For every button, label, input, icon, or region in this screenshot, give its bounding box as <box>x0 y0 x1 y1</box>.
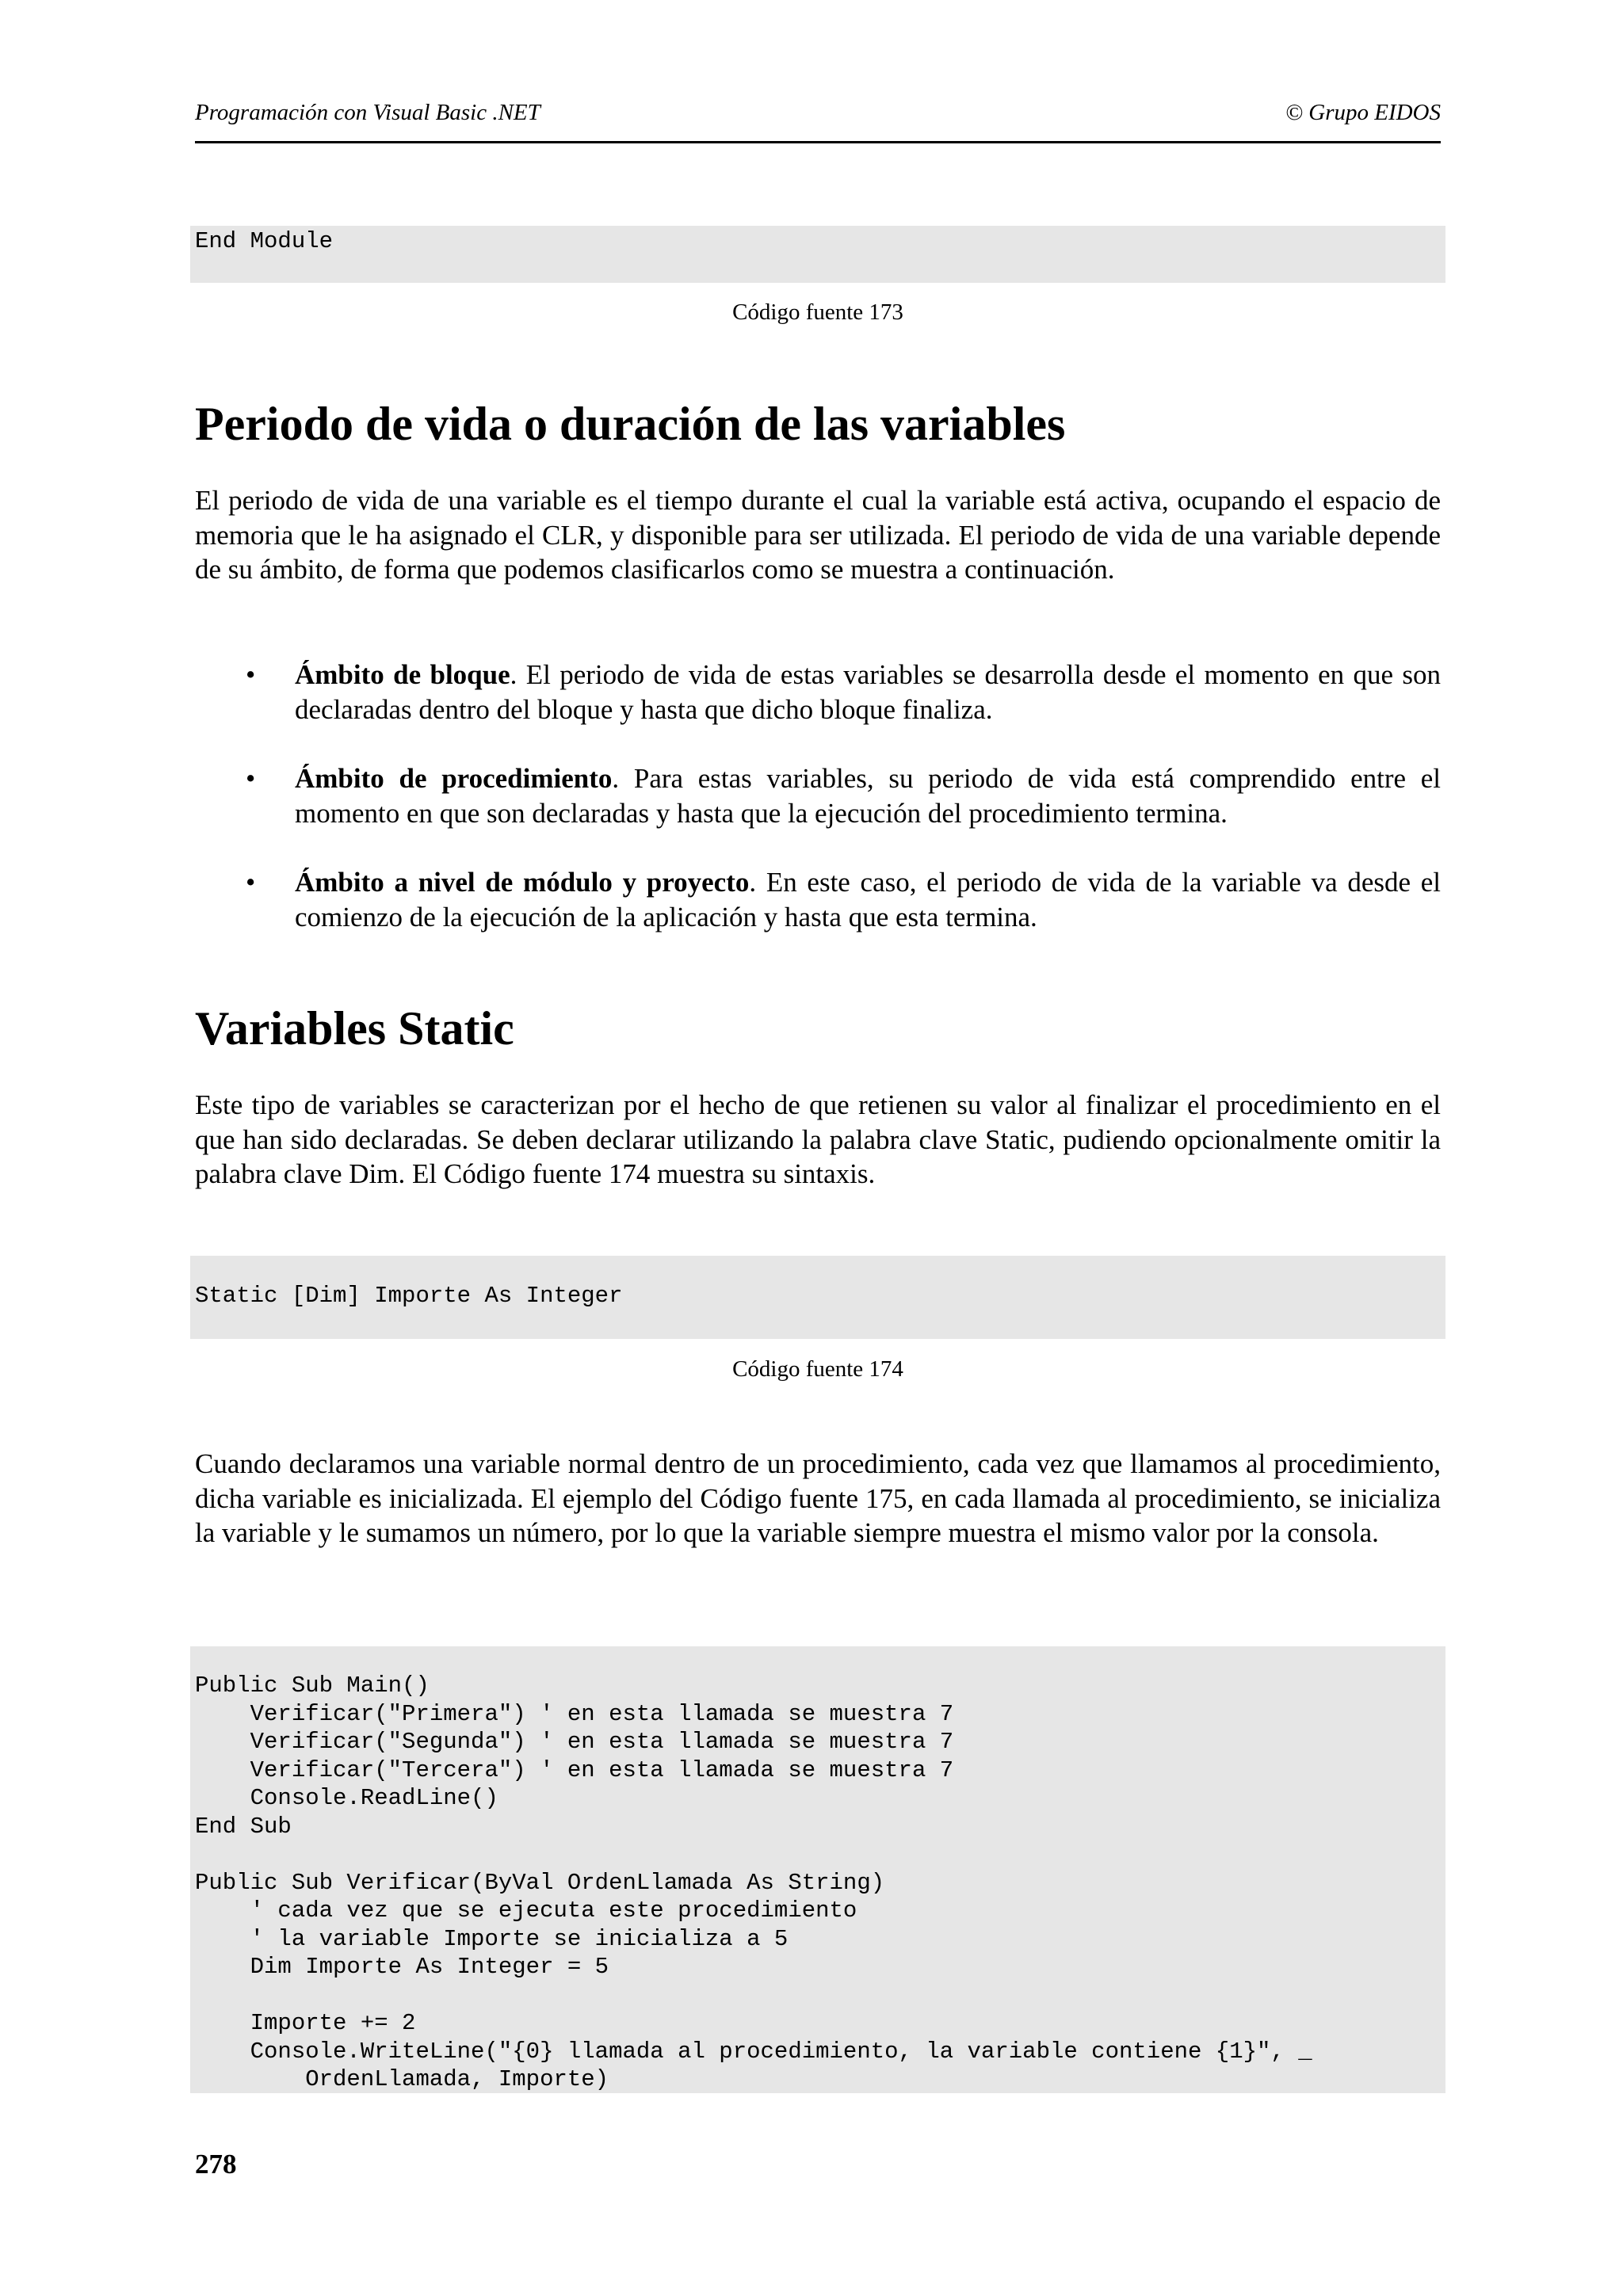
bullet-item-ambito-procedimiento <box>246 761 1441 830</box>
section1-intro-paragraph: El periodo de vida de una variable es el tiempo durante el cual la variable está activa, ocupando el espacio de memoria que le ha asignado el CLR, y disponible para ser utilizada. El periodo de vida de una variable depende de su ámbito, de forma que podemos clasificarlos como se muestra a continuación. <box>195 485 1441 585</box>
bullet-term: Ámbito a nivel de módulo y proyecto <box>295 867 750 898</box>
code-block-173-tail: End Module <box>190 226 1445 283</box>
section2-intro-paragraph: Este tipo de variables se caracterizan por el hecho de que retienen su valor al finalizar el procedimiento en el que han sido declaradas. Se deben declarar utilizando la palabra clave Static, pudiendo opcionalmente omitir la palabra clave Dim. El Código fuente 174 muestra su sintaxis. <box>195 1089 1441 1189</box>
bullet-item-ambito-modulo-proyecto <box>246 865 1441 934</box>
bullet-dot: • <box>246 867 256 898</box>
section-title-variables-static: Variables Static <box>195 1002 514 1055</box>
section2-second-paragraph: Cuando declaramos una variable normal dentro de un procedimiento, cada vez que llamamos al procedimiento, dicha variable es inicializada. El ejemplo del Código fuente 175, en cada llamada al procedimiento, se inicializa la variable y le sumamos un número, por lo que la variable siempre muestra el mismo valor por la consola. <box>195 1448 1441 1548</box>
bullet-text: . El periodo de vida de estas variables se desarrolla desde el momento en que son declaradas dentro del bloque y hasta que dicho bloque finaliza. <box>295 659 1441 725</box>
book-title: Programación con Visual Basic .NET <box>195 100 540 125</box>
code-caption-174: Código fuente 174 <box>732 1356 903 1382</box>
code-block-175: Public Sub Main() Verificar("Primera") ' en esta llamada se muestra 7 Verificar("Segunda") ' en esta llamada se muestra 7 Verificar("Tercera") ' en esta llamada se muestra 7 Console.ReadLine() End Sub Public Sub Verificar(ByVal OrdenLlamada As String) ' cada vez que se ejecuta este procedimiento ' la variable Importe se inicializa a 5 Dim Importe As Integer = 5 Importe += 2 Console.WriteLine("{0} llamada al procedimiento, la variable contiene {1}", _ OrdenLlamada, Importe) <box>190 1646 1445 2093</box>
bullet-dot: • <box>246 659 256 690</box>
bullet-item-ambito-bloque <box>246 658 1441 727</box>
publisher-name: © Grupo EIDOS <box>1285 100 1441 125</box>
bullet-text: . Para estas variables, su periodo de vida está comprendido entre el momento en que son declaradas y hasta que la ejecución del procedimiento termina. <box>295 763 1441 829</box>
code-caption-173: Código fuente 173 <box>732 299 903 325</box>
code-block-174: Static [Dim] Importe As Integer <box>190 1256 1445 1339</box>
bullet-dot: • <box>246 763 256 794</box>
bullet-term: Ámbito de bloque <box>295 659 510 690</box>
page-number: 278 <box>195 2149 237 2180</box>
bullet-text: . En este caso, el periodo de vida de la variable va desde el comienzo de la ejecución de la aplicación y hasta que esta termina. <box>295 867 1441 933</box>
bullet-term: Ámbito de procedimiento <box>295 763 613 794</box>
running-header <box>195 93 1441 143</box>
section-title-periodo-de-vida: Periodo de vida o duración de las variables <box>195 398 1066 450</box>
